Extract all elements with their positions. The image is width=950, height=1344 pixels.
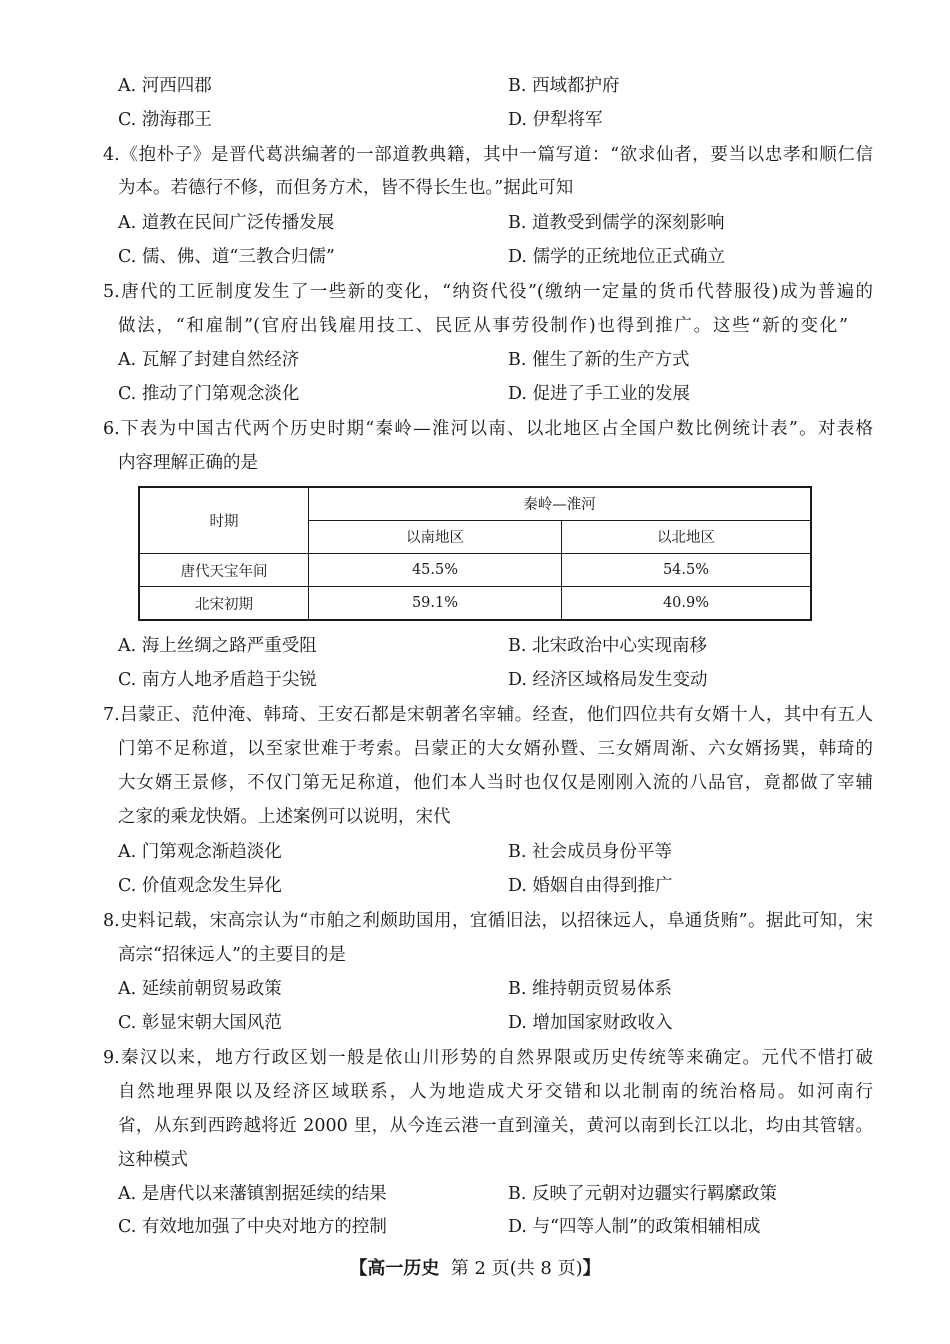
- page-footer: [0, 1257, 950, 1281]
- table-header-period: 时期: [139, 487, 309, 554]
- q8-stem-line-1: 8.史料记载，宋高宗认为“市舶之利颇助国用，宜循旧法，以招徕远人，阜通货贿”。据此可知，宋: [103, 911, 873, 931]
- q6-option-b: B. 北宋政治中心实现南移: [508, 636, 707, 656]
- table-cell-north: 54.5%: [562, 554, 812, 587]
- q4-option-c: C. 儒、佛、道“三教合归儒”: [118, 247, 335, 267]
- q6-option-a: A. 海上丝绸之路严重受阻: [118, 636, 317, 656]
- q7-option-b: B. 社会成员身份平等: [508, 842, 672, 862]
- q9-option-b: B. 反映了元朝对边疆实行羁縻政策: [508, 1184, 777, 1204]
- table-row: [139, 554, 811, 587]
- q7-option-d: D. 婚姻自由得到推广: [508, 876, 673, 896]
- q7-stem-line-2: 门第不足称道，以至家世难于考索。吕蒙正的大女婿孙暨、三女婿周渐、六女婿扬巽，韩琦的: [118, 739, 873, 759]
- q3-option-c: C. 渤海郡王: [118, 110, 212, 130]
- q7-stem-line-1: 7.吕蒙正、范仲淹、韩琦、王安石都是宋朝著名宰辅。经查，他们四位共有女婿十人，其中有五人: [103, 705, 873, 725]
- q9-stem-line-4: 这种模式: [118, 1150, 188, 1170]
- q7-option-c: C. 价值观念发生异化: [118, 876, 282, 896]
- q9-stem-line-2: 自然地理界限以及经济区域联系，人为地造成犬牙交错和以北制南的统治格局。如河南行: [118, 1082, 873, 1102]
- table-cell-period: 北宋初期: [139, 587, 309, 620]
- table-row: [139, 587, 811, 620]
- q5-stem-line-2: 做法，“和雇制”(官府出钱雇用技工、民匠从事劳役制作)也得到推广。这些“新的变化”: [118, 316, 848, 336]
- table-header-south: 以南地区: [309, 520, 562, 553]
- q8-option-d: D. 增加国家财政收入: [508, 1013, 673, 1033]
- q3-option-d: D. 伊犁将军: [508, 110, 603, 130]
- table-cell-south: 45.5%: [309, 554, 562, 587]
- q9-option-d: D. 与“四等人制”的政策相辅相成: [508, 1217, 761, 1237]
- q9-stem-line-1: 9.秦汉以来，地方行政区划一般是依山川形势的自然界限或历史传统等来确定。元代不惜打破: [103, 1048, 873, 1068]
- table-header-group: 秦岭—淮河: [309, 487, 812, 520]
- q6-stem-line-2: 内容理解正确的是: [118, 453, 258, 473]
- q9-option-a: A. 是唐代以来藩镇割据延续的结果: [118, 1184, 387, 1204]
- q4-stem-line-1: 4.《抱朴子》是晋代葛洪编著的一部道教典籍，其中一篇写道：“欲求仙者，要当以忠孝和顺仁信: [103, 145, 873, 165]
- table-cell-period: 唐代天宝年间: [139, 554, 309, 587]
- q3-option-b: B. 西域都护府: [508, 76, 620, 96]
- q5-option-a: A. 瓦解了封建自然经济: [118, 350, 300, 370]
- q4-option-d: D. 儒学的正统地位正式确立: [508, 247, 726, 267]
- q4-stem-line-2: 为本。若德行不修，而但务方术，皆不得长生也。”据此可知: [118, 178, 574, 198]
- q6-option-d: D. 经济区域格局发生变动: [508, 670, 708, 690]
- q8-option-c: C. 彰显宋朝大国风范: [118, 1013, 282, 1033]
- table-cell-south: 59.1%: [309, 587, 562, 620]
- q6-stem-line-1: 6.下表为中国古代两个历史时期“秦岭—淮河以南、以北地区占全国户数比例统计表”。对表格: [103, 419, 873, 439]
- q5-option-d: D. 促进了手工业的发展: [508, 384, 691, 404]
- q8-option-a: A. 延续前朝贸易政策: [118, 979, 282, 999]
- q4-option-a: A. 道教在民间广泛传播发展: [118, 213, 335, 233]
- q7-stem-line-3: 大女婿王景修，不仅门第无足称道，他们本人当时也仅仅是刚刚入流的八品官，竟都做了宰辅: [118, 773, 873, 793]
- q7-option-a: A. 门第观念渐趋淡化: [118, 842, 282, 862]
- q9-stem-line-3: 省，从东到西跨越将近 2000 里，从今连云港一直到潼关，黄河以南到长江以北，均由其管辖。: [118, 1116, 873, 1136]
- household-ratio-table: [138, 486, 812, 621]
- q5-stem-line-1: 5.唐代的工匠制度发生了一些新的变化，“纳资代役”(缴纳一定量的货币代替服役)成为普遍的: [103, 282, 873, 302]
- footer-page-number: 第 2 页(共 8 页): [450, 1258, 583, 1279]
- q5-option-b: B. 催生了新的生产方式: [508, 350, 690, 370]
- q6-option-c: C. 南方人地矛盾趋于尖锐: [118, 670, 317, 690]
- q5-option-c: C. 推动了门第观念淡化: [118, 384, 300, 404]
- q4-option-b: B. 道教受到儒学的深刻影响: [508, 213, 725, 233]
- footer-bracket-right: 】: [582, 1258, 601, 1279]
- q8-option-b: B. 维持朝贡贸易体系: [508, 979, 672, 999]
- table-cell-north: 40.9%: [562, 587, 812, 620]
- footer-subject: 高一历史: [367, 1258, 440, 1279]
- q7-stem-line-4: 之家的乘龙快婿。上述案例可以说明，宋代: [118, 807, 451, 827]
- q8-stem-line-2: 高宗“招徕远人”的主要目的是: [118, 945, 346, 965]
- table-header-north: 以北地区: [562, 520, 812, 553]
- q9-option-c: C. 有效地加强了中央对地方的控制: [118, 1217, 387, 1237]
- q3-option-a: A. 河西四郡: [118, 76, 212, 96]
- footer-bracket-left: 【: [349, 1258, 368, 1279]
